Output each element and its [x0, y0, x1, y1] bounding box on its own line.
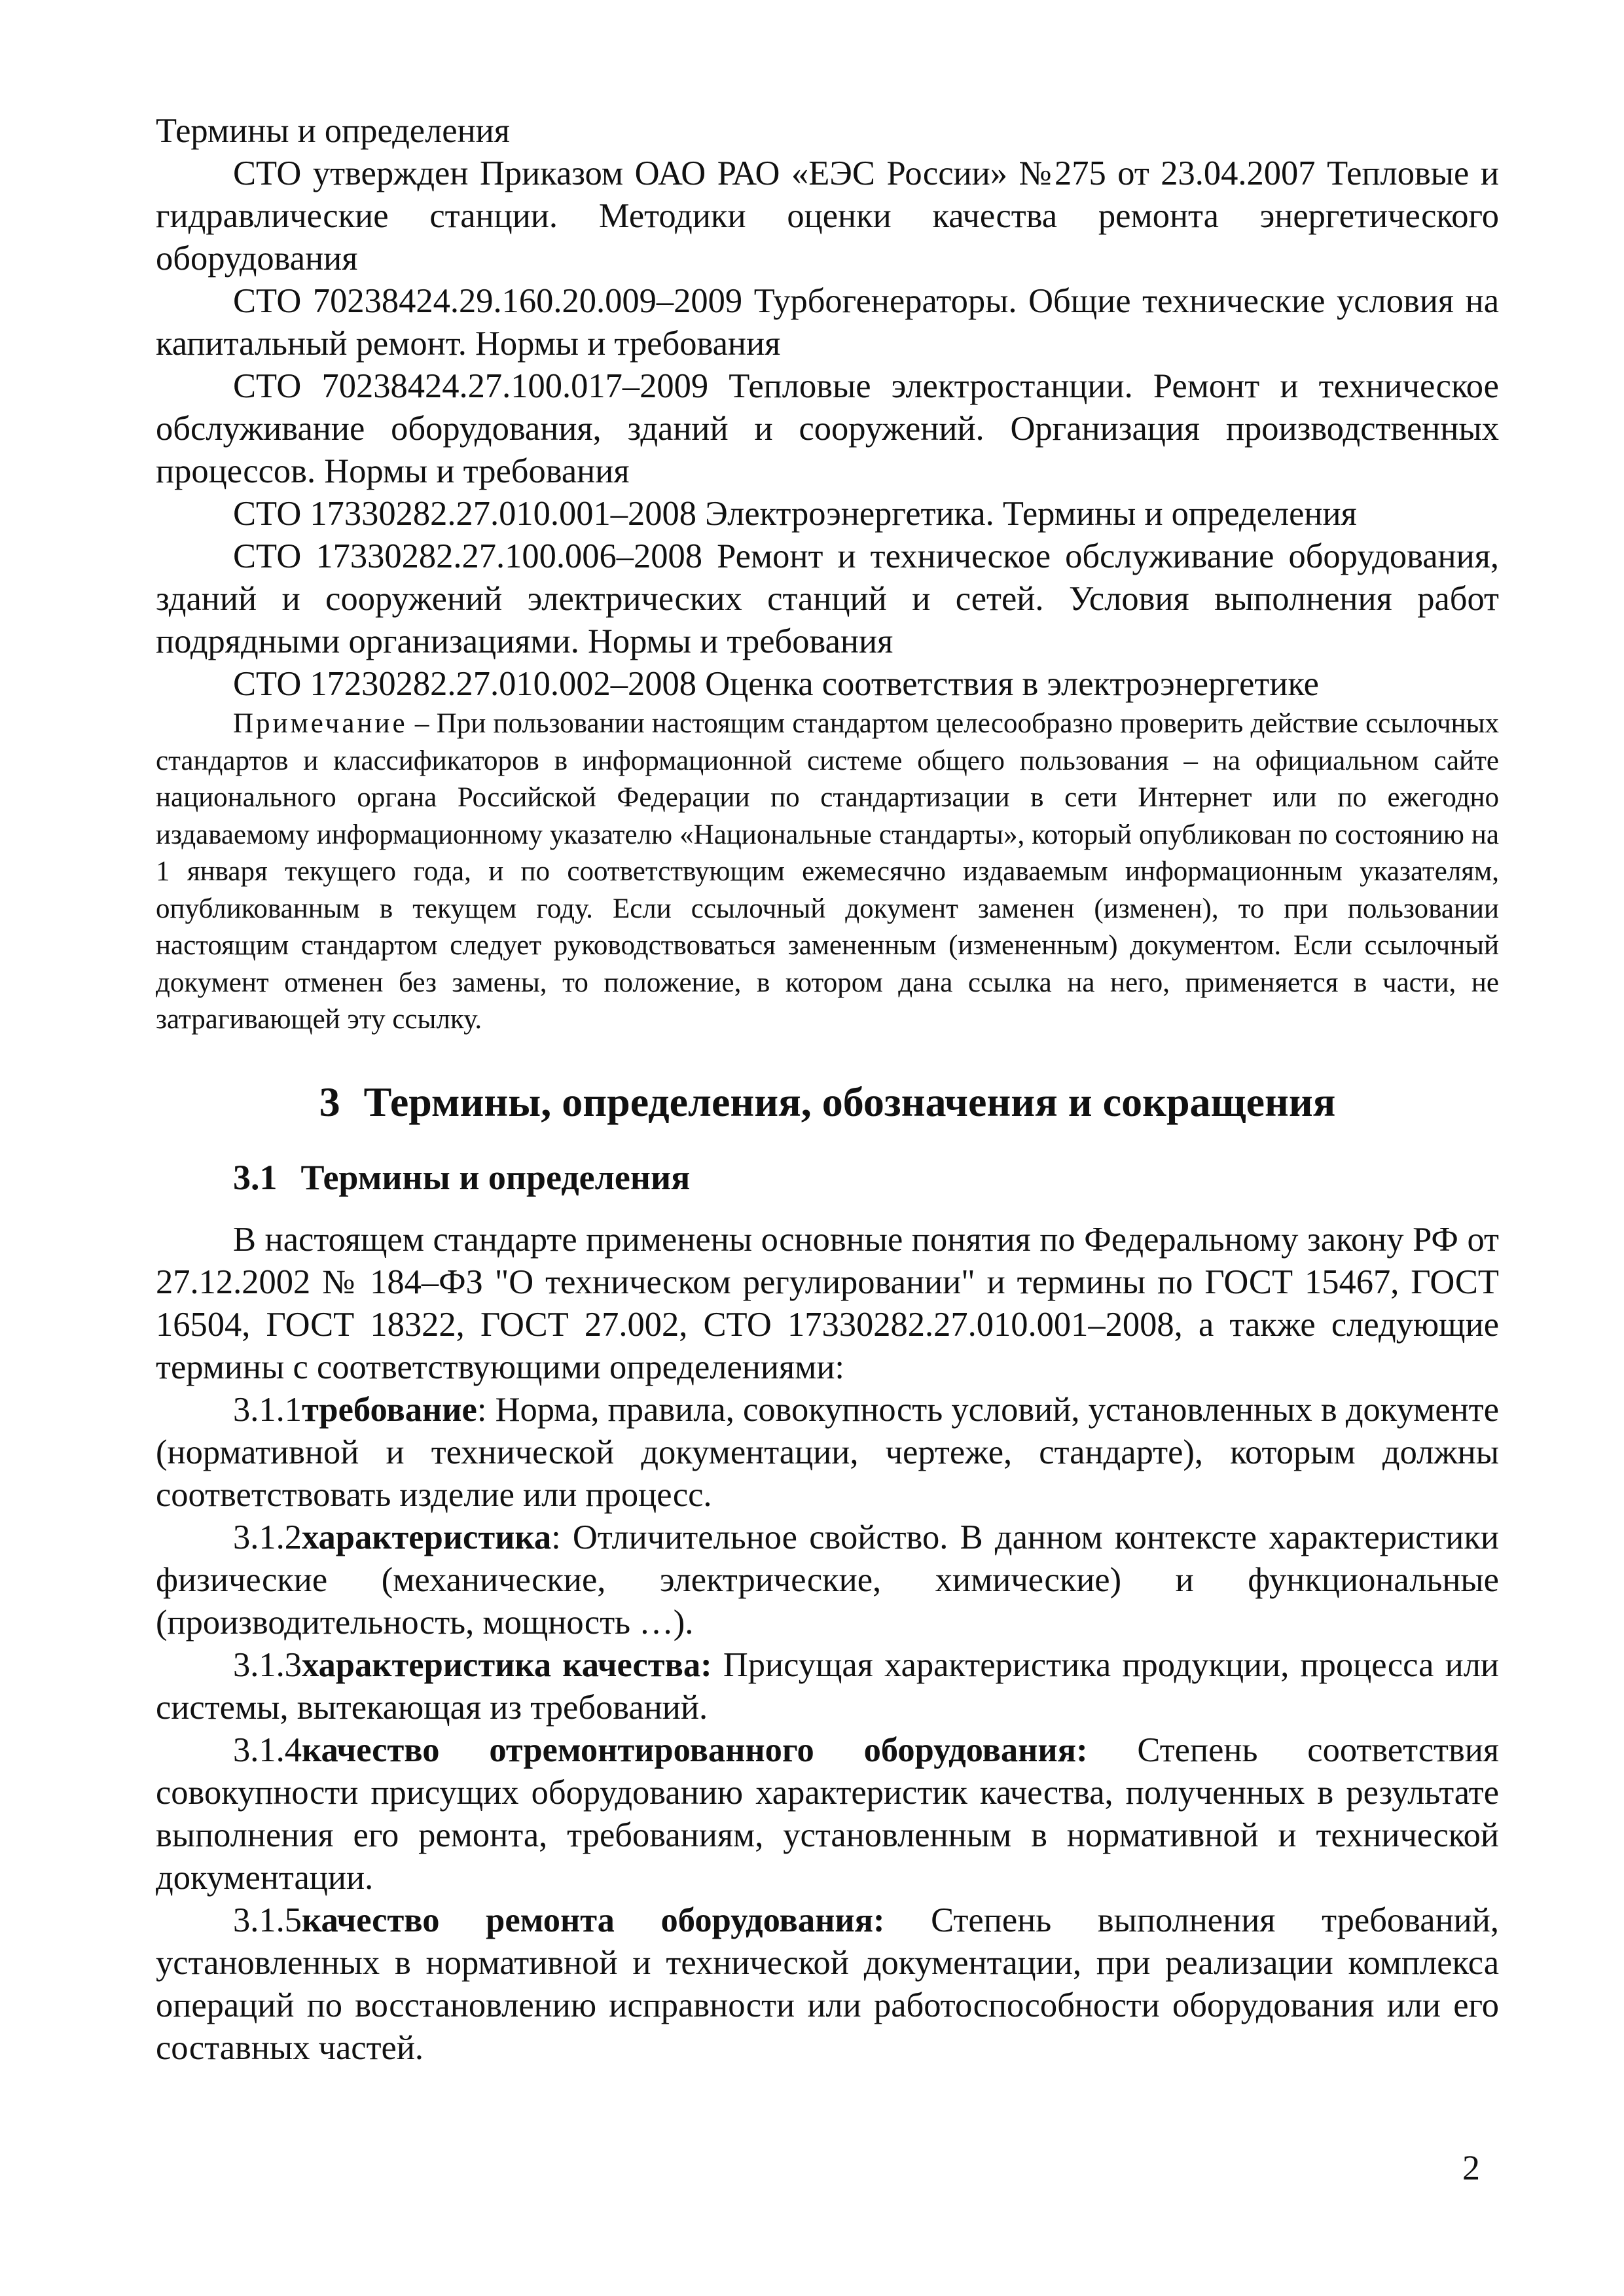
term-definition: [156, 1644, 1499, 1729]
term-definition: [156, 1516, 1499, 1644]
term-definition: [156, 1899, 1499, 2070]
term-number: 3.1.5: [233, 1901, 302, 1939]
term-number: 3.1.3: [233, 1645, 302, 1684]
page-number: 2: [1462, 2148, 1480, 2187]
reference-item-4: СТО 17330282.27.010.001–2008 Электроэнергетика. Термины и определения: [233, 495, 1357, 533]
subsection-number: 3.1: [233, 1157, 278, 1197]
term-text: Присущая характеристика продукции, процесса или системы, вытекающая из требований.: [156, 1645, 1499, 1727]
term-name: качество ремонта оборудования:: [302, 1901, 885, 1939]
term-text: Степень выполнения требований, установленных в нормативной и технической документации, при реализации комплекса операций по восстановлению исправности или работоспособности оборудования или его составных частей.: [156, 1901, 1499, 2067]
reference-item-5: СТО 17330282.27.100.006–2008 Ремонт и техническое обслуживание оборудования, зданий и сооружений электрических станций и сетей. Условия выполнения работ подрядными организациями. Нормы и требования: [156, 537, 1499, 660]
term-number: 3.1.1: [233, 1390, 302, 1429]
section-number: 3: [319, 1078, 340, 1125]
document-page: [156, 110, 1499, 2070]
note-paragraph: [156, 706, 1499, 1039]
term-text: Степень соответствия совокупности присущих оборудованию характеристик качества, полученных в результате выполнения его ремонта, требованиям, установленным в нормативной и технической документации.: [156, 1731, 1499, 1897]
term-text: : Отличительное свойство. В данном контексте характеристики физические (механические, электрические, химические) и функциональные (производительность, мощность …).: [156, 1518, 1499, 1641]
section-heading: [156, 1076, 1499, 1128]
heading-fragment: Термины и определения: [156, 112, 510, 150]
reference-item-3: СТО 70238424.27.100.017–2009 Тепловые электростанции. Ремонт и техническое обслуживание оборудования, зданий и сооружений. Организация производственных процессов. Нормы и требования: [156, 367, 1499, 490]
term-definition: [156, 1389, 1499, 1516]
note-label: Примечание: [233, 708, 408, 739]
subsection-title: Термины и определения: [300, 1157, 691, 1197]
section-title: Термины, определения, обозначения и сокращения: [363, 1078, 1336, 1125]
reference-item-1: СТО утвержден Приказом ОАО РАО «ЕЭС России» №275 от 23.04.2007 Тепловые и гидравлические станции. Методики оценки качества ремонта энергетического оборудования: [156, 154, 1499, 278]
reference-item-2: СТО 70238424.29.160.20.009–2009 Турбогенераторы. Общие технические условия на капитальный ремонт. Нормы и требования: [156, 282, 1499, 363]
term-definition: [156, 1729, 1499, 1899]
subsection-heading: [233, 1155, 1499, 1200]
term-number: 3.1.2: [233, 1518, 302, 1556]
term-name: характеристика: [302, 1518, 552, 1556]
term-name: требование: [302, 1390, 477, 1429]
reference-item-6: СТО 17230282.27.010.002–2008 Оценка соответствия в электроэнергетике: [233, 665, 1319, 703]
intro-paragraph: В настоящем стандарте применены основные понятия по Федеральному закону РФ от 27.12.2002 № 184–ФЗ "О техническом регулировании" и термины по ГОСТ 15467, ГОСТ 16504, ГОСТ 18322, ГОСТ 27.002, СТО 17330282.27.010.001–2008, а также следующие термины с соответствующими определениями:: [156, 1220, 1499, 1386]
term-number: 3.1.4: [233, 1731, 302, 1769]
note-text: – При пользовании настоящим стандартом целесообразно проверить действие ссылочных стандартов и классификаторов в информационной системе общего пользования – на официальном сайте национального органа Российской Федерации по стандартизации в сети Интернет или по ежегодно издаваемому информационному указателю «Национальные стандарты», который опубликован по состоянию на 1 января текущего года, и по соответствующим ежемесячно издаваемым информационным указателям, опубликованным в текущем году. Если ссылочный документ заменен (изменен), то при пользовании настоящим стандартом следует руководствоваться замененным (измененным) документом. Если ссылочный документ отменен без замены, то положение, в котором дана ссылка на него, применяется в части, не затрагивающей эту ссылку.: [156, 708, 1499, 1035]
term-name: характеристика качества:: [302, 1645, 712, 1684]
term-text: : Норма, правила, совокупность условий, установленных в документе (нормативной и технической документации, чертеже, стандарте), которым должны соответствовать изделие или процесс.: [156, 1390, 1499, 1514]
term-name: качество отремонтированного оборудования:: [302, 1731, 1088, 1769]
